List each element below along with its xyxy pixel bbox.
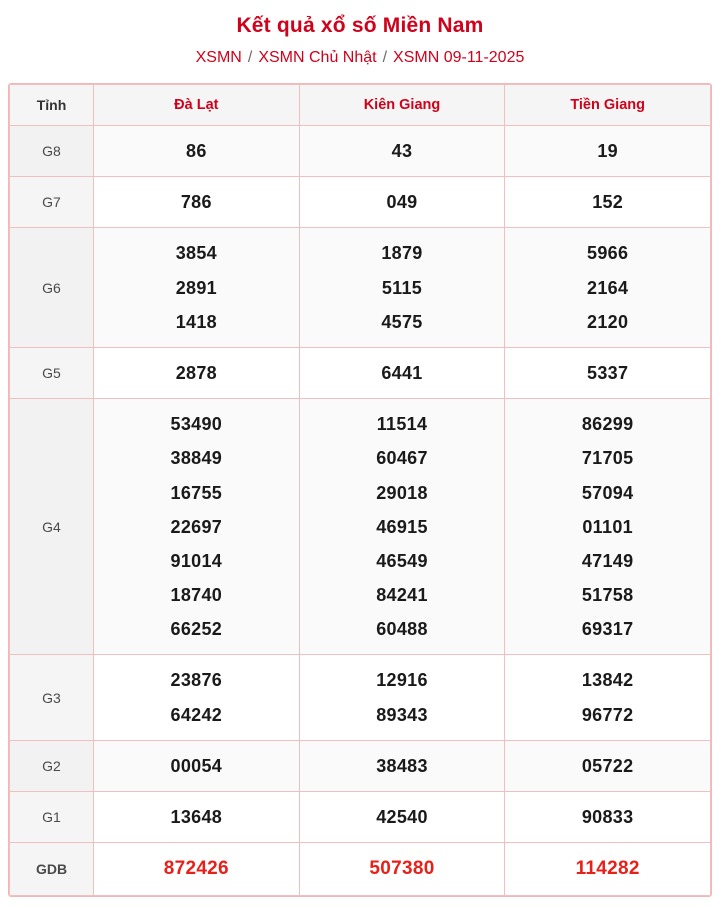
- result-cell: [94, 399, 300, 655]
- result-number: 23876: [170, 670, 223, 691]
- result-cell: [505, 843, 711, 896]
- result-cell: [299, 177, 505, 228]
- result-number: 91014: [170, 550, 223, 571]
- result-cell: [505, 228, 711, 348]
- result-number: 22697: [170, 516, 223, 537]
- result-number: 12916: [376, 670, 428, 691]
- result-number: 90833: [581, 807, 634, 827]
- row-label-g5: G5: [10, 347, 94, 398]
- row-label-g3: G3: [10, 655, 94, 740]
- result-number: 60488: [376, 619, 428, 640]
- result-cell: [94, 228, 300, 348]
- result-cell: [299, 126, 505, 177]
- result-number: 29018: [376, 482, 428, 503]
- result-number: 1418: [175, 311, 217, 332]
- table-row: [10, 655, 711, 740]
- result-cell: [299, 792, 505, 843]
- result-cell: [505, 740, 711, 791]
- results-table-body: [10, 126, 711, 896]
- result-cell: [299, 399, 505, 655]
- results-table: [9, 84, 711, 896]
- row-label-g2: G2: [10, 740, 94, 791]
- breadcrumb-item-xsmn[interactable]: XSMN: [195, 49, 242, 66]
- result-number: 11514: [376, 414, 428, 435]
- result-number: 2891: [175, 277, 217, 298]
- row-label-g4: G4: [10, 399, 94, 655]
- result-number: 152: [592, 192, 624, 213]
- result-cell: [94, 740, 300, 791]
- page-title: Kết quả xổ số Miền Nam: [236, 14, 484, 37]
- result-cell: [505, 655, 711, 740]
- table-row: [10, 347, 711, 398]
- result-number: 2878: [175, 362, 217, 383]
- table-row: [10, 792, 711, 843]
- result-number: 13842: [581, 670, 634, 691]
- result-number: 01101: [582, 516, 633, 537]
- result-cell: [299, 228, 505, 348]
- result-number: 38849: [170, 448, 223, 469]
- result-number: 872426: [163, 858, 229, 880]
- result-number: 2120: [587, 311, 629, 332]
- result-number: 5115: [381, 277, 423, 298]
- breadcrumb-item-xsmn-chu-nhat[interactable]: XSMN Chủ Nhật: [258, 49, 377, 66]
- column-header-province-1: Kiên Giang: [299, 85, 505, 126]
- table-row: [10, 126, 711, 177]
- result-number: 57094: [581, 482, 634, 503]
- result-number: 16755: [170, 482, 223, 503]
- result-number: 53490: [170, 414, 223, 435]
- column-header-province-0: Đà Lạt: [94, 85, 300, 126]
- row-label-g1: G1: [10, 792, 94, 843]
- result-number: 049: [386, 192, 418, 213]
- result-number: 786: [180, 192, 212, 213]
- result-cell: [299, 843, 505, 896]
- result-number: 96772: [581, 704, 634, 725]
- result-number: 00054: [170, 755, 223, 776]
- results-table-container: [8, 83, 712, 897]
- result-cell: [94, 347, 300, 398]
- table-header-row: [10, 85, 711, 126]
- result-cell: [299, 347, 505, 398]
- column-header-label: Tỉnh: [10, 85, 94, 126]
- result-number: 46549: [376, 550, 428, 571]
- row-label-gdb: GDB: [10, 843, 94, 896]
- result-cell: [505, 399, 711, 655]
- table-row: [10, 228, 711, 348]
- result-number: 6441: [381, 362, 423, 383]
- table-row: [10, 177, 711, 228]
- result-number: 1879: [381, 243, 423, 264]
- result-number: 2164: [587, 277, 629, 298]
- result-number: 5966: [587, 243, 629, 264]
- result-cell: [505, 347, 711, 398]
- result-number: 71705: [581, 448, 634, 469]
- result-number: 89343: [376, 704, 428, 725]
- breadcrumb: [10, 49, 710, 67]
- result-cell: [94, 126, 300, 177]
- result-number: 69317: [581, 619, 634, 640]
- table-row: [10, 740, 711, 791]
- result-number: 46915: [376, 516, 428, 537]
- table-row: [10, 399, 711, 655]
- result-cell: [505, 792, 711, 843]
- table-row: [10, 843, 711, 896]
- result-number: 05722: [581, 755, 634, 776]
- breadcrumb-separator-2: /: [382, 49, 388, 66]
- result-number: 66252: [170, 619, 223, 640]
- result-number: 13648: [170, 807, 223, 827]
- breadcrumb-item-date[interactable]: XSMN 09-11-2025: [393, 49, 525, 66]
- results-table-head: [10, 85, 711, 126]
- result-cell: [505, 177, 711, 228]
- page-header: [0, 0, 720, 71]
- result-number: 5337: [587, 362, 629, 383]
- result-cell: [505, 126, 711, 177]
- result-number: 3854: [175, 243, 217, 264]
- result-number: 86299: [581, 414, 634, 435]
- result-number: 18740: [170, 585, 223, 606]
- result-number: 47149: [581, 550, 634, 571]
- result-number: 64242: [170, 704, 223, 725]
- result-number: 4575: [381, 311, 423, 332]
- result-cell: [94, 655, 300, 740]
- result-number: 114282: [575, 858, 640, 880]
- result-number: 507380: [369, 858, 435, 880]
- result-cell: [299, 655, 505, 740]
- row-label-g7: G7: [10, 177, 94, 228]
- result-number: 51758: [581, 585, 634, 606]
- row-label-g6: G6: [10, 228, 94, 348]
- column-header-province-2: Tiền Giang: [505, 85, 711, 126]
- breadcrumb-separator-1: /: [247, 49, 253, 66]
- result-number: 19: [597, 141, 618, 161]
- result-number: 86: [186, 141, 207, 161]
- result-number: 43: [391, 141, 413, 161]
- row-label-g8: G8: [10, 126, 94, 177]
- result-number: 38483: [376, 755, 428, 776]
- result-number: 42540: [376, 807, 428, 827]
- result-cell: [94, 177, 300, 228]
- result-number: 84241: [376, 585, 428, 606]
- result-cell: [94, 792, 300, 843]
- result-number: 60467: [376, 448, 428, 469]
- result-cell: [299, 740, 505, 791]
- result-cell: [94, 843, 300, 896]
